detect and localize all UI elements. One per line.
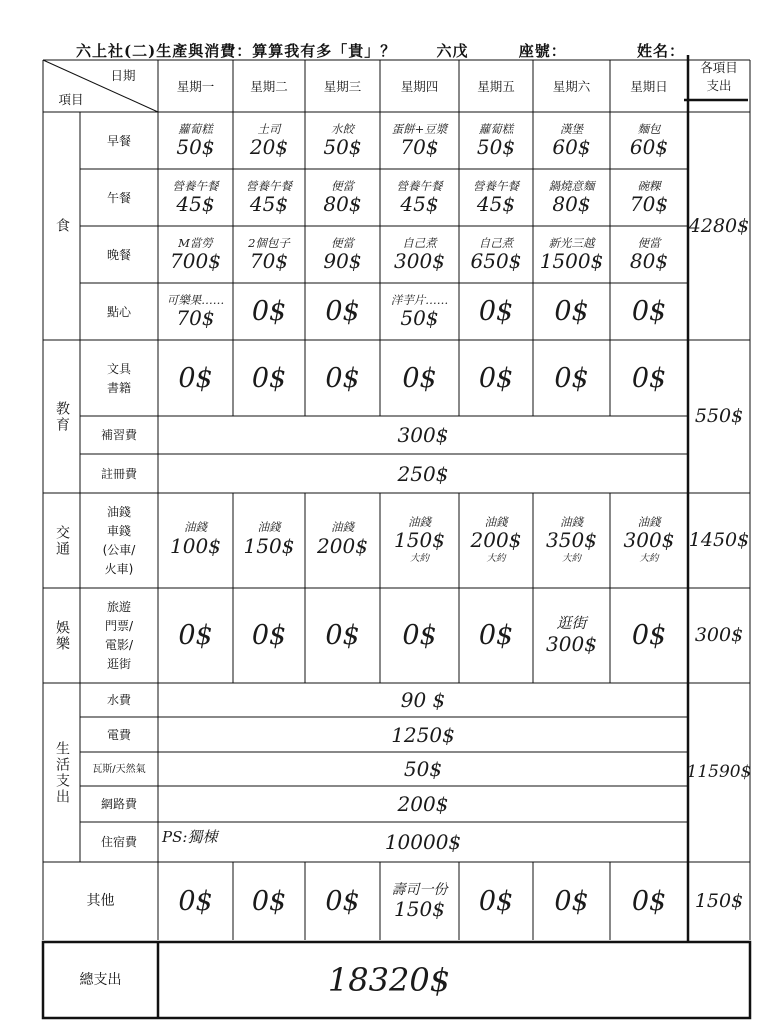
entry-name: 營養午餐 xyxy=(473,178,519,193)
entry-cell xyxy=(234,863,304,940)
total-living xyxy=(686,684,752,862)
entry-amount: 0$ xyxy=(178,362,213,394)
entry-name: 自己煮 xyxy=(478,235,514,250)
gas-value xyxy=(159,753,687,786)
entry-cell xyxy=(159,589,232,682)
entry-cell xyxy=(460,113,532,169)
entry-name: 便當 xyxy=(331,235,354,250)
entry-name: 水餃 xyxy=(331,121,354,136)
title-name: 姓名： xyxy=(636,42,685,60)
title-seat: 座號： xyxy=(518,42,567,60)
entry-cell xyxy=(460,170,532,226)
row-label-entertainment: 旅遊 門票/ 電影/ 逛街 xyxy=(104,599,134,671)
entry-cell xyxy=(534,113,609,169)
entry-amount: 0$ xyxy=(478,362,514,394)
row-label-housing: 住宿費 xyxy=(100,835,137,849)
entry-amount: 70$ xyxy=(400,135,439,160)
entry-amount: 100$ xyxy=(170,533,221,558)
entry-cell xyxy=(306,589,379,682)
entry-cell xyxy=(381,589,458,682)
entry-amount: 150$ xyxy=(243,533,295,558)
total-value: 18320$ xyxy=(327,960,451,999)
entry-amount: 50$ xyxy=(176,135,215,160)
entry-cell xyxy=(611,113,687,169)
entry-amount: 50$ xyxy=(476,135,516,160)
entry-name: 麵包 xyxy=(637,121,661,136)
entry-amount: 50$ xyxy=(400,306,439,331)
entry-amount: 200$ xyxy=(397,792,449,816)
total-value: 550$ xyxy=(694,405,744,428)
row-label-lunch: 午餐 xyxy=(106,190,131,205)
entry-cell xyxy=(534,170,609,226)
entry-amount: 300$ xyxy=(623,528,675,553)
entry-name: 營養午餐 xyxy=(396,178,443,193)
entry-amount: 0$ xyxy=(325,885,360,917)
entry-name: 壽司一份 xyxy=(391,881,448,898)
entry-name: 營養午餐 xyxy=(246,178,292,193)
entry-amount: 45$ xyxy=(249,192,289,217)
entry-name: 碗粿 xyxy=(637,178,661,193)
row-label-registration: 註冊費 xyxy=(100,466,137,481)
entry-cell xyxy=(306,113,379,169)
entry-cell xyxy=(534,494,609,587)
total-other xyxy=(690,863,748,940)
entry-amount: 0$ xyxy=(402,619,437,651)
entry-cell xyxy=(611,341,687,416)
header-total-col: 各項目 支出 xyxy=(700,60,738,93)
entry-name: 便當 xyxy=(331,178,354,193)
entry-amount: 0$ xyxy=(554,296,589,328)
row-label-books: 文具 書籍 xyxy=(106,361,131,395)
entry-amount: 90$ xyxy=(323,249,362,274)
entry-amount: 80$ xyxy=(629,249,669,274)
entry-cell xyxy=(381,341,458,416)
entry-cell xyxy=(534,341,609,416)
entry-amount: 300$ xyxy=(546,631,597,656)
row-label-breakfast: 早餐 xyxy=(106,133,131,148)
total-value: 4280$ xyxy=(688,214,750,237)
entry-amount: 0$ xyxy=(178,885,213,917)
entry-amount: 0$ xyxy=(251,619,287,651)
entry-amount: 70$ xyxy=(176,306,215,331)
entry-name: 油錢 xyxy=(331,520,354,535)
total-food xyxy=(690,113,748,340)
entry-cell xyxy=(460,863,532,940)
entry-amount: 0$ xyxy=(554,885,589,917)
entry-cell xyxy=(306,170,379,226)
entry-amount: 1500$ xyxy=(539,249,604,274)
category-entertainment: 娛樂 xyxy=(54,619,70,652)
entry-name: 油錢 xyxy=(560,514,583,529)
entry-name: 2個包子 xyxy=(248,235,290,250)
entry-name: 新光三越 xyxy=(548,235,595,250)
entry-cell xyxy=(381,863,458,940)
category-education: 教育 xyxy=(54,400,70,433)
entry-cell xyxy=(159,494,232,587)
entry-name: 油錢 xyxy=(408,514,431,529)
entry-amount: 300$ xyxy=(394,249,445,274)
entry-cell xyxy=(159,341,232,416)
entry-cell xyxy=(234,341,304,416)
entry-cell xyxy=(159,863,232,940)
header-day-3: 星期三 xyxy=(323,78,362,94)
grand-total-value xyxy=(160,943,748,1017)
entry-note: 大約 xyxy=(409,553,429,565)
entry-name: 鍋燒意麵 xyxy=(548,178,595,193)
entry-amount: 70$ xyxy=(249,249,289,274)
entry-amount: 300$ xyxy=(397,423,449,447)
entry-note: PS:獨棟 xyxy=(162,828,218,847)
row-label-snack: 點心 xyxy=(106,304,131,319)
entry-cell xyxy=(234,170,304,226)
row-label-transport: 油錢 車錢 (公車/ 火車) xyxy=(102,504,136,576)
entry-cell xyxy=(611,494,687,587)
total-value: 150$ xyxy=(694,889,744,912)
total-entertainment xyxy=(690,589,748,683)
electricity-value xyxy=(159,718,687,752)
entry-amount: 0$ xyxy=(554,362,589,394)
entry-amount: 0$ xyxy=(325,296,360,328)
entry-cell xyxy=(159,170,232,226)
header-day-7: 星期日 xyxy=(630,78,668,94)
entry-amount: 650$ xyxy=(470,249,522,274)
entry-amount: 0$ xyxy=(325,619,360,651)
header-day-5: 星期五 xyxy=(477,78,515,94)
entry-amount: 0$ xyxy=(402,362,437,394)
category-living: 生活支出 xyxy=(54,740,70,805)
entry-cell xyxy=(611,170,687,226)
entry-amount: 45$ xyxy=(176,192,215,217)
entry-amount: 0$ xyxy=(631,296,667,328)
entry-name: 營養午餐 xyxy=(172,178,219,193)
entry-name: 油錢 xyxy=(257,520,281,535)
total-value: 300$ xyxy=(694,624,744,647)
entry-amount: 250$ xyxy=(397,461,449,486)
entry-amount: 0$ xyxy=(251,296,287,328)
water-value xyxy=(159,684,687,717)
entry-cell xyxy=(234,113,304,169)
entry-cell xyxy=(460,227,532,283)
entry-cell xyxy=(460,341,532,416)
entry-amount: 0$ xyxy=(631,885,667,917)
entry-cell xyxy=(381,494,458,587)
entry-cell xyxy=(460,284,532,340)
entry-amount: 0$ xyxy=(631,619,667,651)
entry-amount: 45$ xyxy=(476,192,516,217)
housing-note xyxy=(162,823,272,853)
entry-amount: 50$ xyxy=(403,757,443,781)
entry-name: 油錢 xyxy=(484,514,508,529)
row-label-gas: 瓦斯/天然氣 xyxy=(92,764,146,775)
entry-note: 大約 xyxy=(639,553,659,565)
header-item-label: 項目 xyxy=(58,91,84,107)
entry-cell xyxy=(306,341,379,416)
row-label-water: 水費 xyxy=(106,693,131,707)
entry-amount: 200$ xyxy=(470,528,522,553)
total-education xyxy=(690,341,748,493)
entry-cell xyxy=(611,284,687,340)
entry-cell xyxy=(306,863,379,940)
entry-amount: 1250$ xyxy=(391,722,455,747)
entry-cell xyxy=(534,589,609,682)
entry-cell xyxy=(306,494,379,587)
row-label-dinner: 晚餐 xyxy=(106,247,131,262)
entry-cell xyxy=(381,227,458,283)
header-day-1: 星期一 xyxy=(176,78,215,94)
entry-amount: 60$ xyxy=(552,135,591,160)
entry-name: 便當 xyxy=(637,235,661,250)
entry-amount: 700$ xyxy=(170,249,221,274)
row-label-internet: 網路費 xyxy=(100,797,137,811)
category-food: 食 xyxy=(54,218,70,234)
entry-cell xyxy=(381,284,458,340)
entry-cell xyxy=(460,494,532,587)
entry-name: 油錢 xyxy=(184,520,207,535)
entry-amount: 50$ xyxy=(323,135,362,160)
entry-cell xyxy=(159,284,232,340)
entry-name: 蛋餅+豆漿 xyxy=(391,121,448,136)
entry-amount: 0$ xyxy=(478,619,514,651)
entry-name: 漢堡 xyxy=(560,121,583,136)
entry-note: 大約 xyxy=(486,553,506,565)
title-main: 六上社(二)生產與消費：算算我有多「貴」？ xyxy=(76,42,397,60)
entry-name: 可樂果…… xyxy=(166,292,225,307)
entry-cell xyxy=(534,863,609,940)
entry-cell xyxy=(381,170,458,226)
header-day-2: 星期二 xyxy=(250,78,288,94)
entry-cell xyxy=(534,284,609,340)
entry-cell xyxy=(381,113,458,169)
total-transport xyxy=(690,494,748,588)
entry-cell xyxy=(460,589,532,682)
entry-amount: 60$ xyxy=(629,135,669,160)
row-label-electricity: 電費 xyxy=(106,727,131,742)
entry-cell xyxy=(611,227,687,283)
entry-amount: 80$ xyxy=(552,192,591,217)
entry-cell xyxy=(306,284,379,340)
entry-cell xyxy=(234,589,304,682)
entry-name: 逛街 xyxy=(556,614,587,633)
total-value: 1450$ xyxy=(688,529,750,552)
entry-amount: 350$ xyxy=(546,528,597,553)
entry-amount: 200$ xyxy=(317,533,368,558)
entry-amount: 90 $ xyxy=(400,688,446,712)
entry-amount: 70$ xyxy=(629,192,669,217)
entry-cell xyxy=(534,227,609,283)
category-other: 其他 xyxy=(86,892,115,909)
entry-cell xyxy=(234,284,304,340)
entry-name: 土司 xyxy=(257,121,281,136)
entry-amount: 0$ xyxy=(478,296,514,328)
entry-amount: 0$ xyxy=(251,362,287,394)
entry-name: 洋芋片…… xyxy=(390,292,449,307)
header-day-6: 星期六 xyxy=(552,78,591,94)
header-day-4: 星期四 xyxy=(400,78,439,94)
entry-amount: 0$ xyxy=(251,885,287,917)
entry-name: 蘿蔔糕 xyxy=(478,121,514,136)
tutoring-value xyxy=(159,417,687,454)
entry-cell xyxy=(611,589,687,682)
entry-name: 油錢 xyxy=(637,514,661,529)
entry-name: M當勞 xyxy=(178,235,213,250)
row-label-tutoring: 補習費 xyxy=(100,428,137,442)
entry-amount: 0$ xyxy=(325,362,360,394)
entry-name: 蘿蔔糕 xyxy=(178,121,213,136)
entry-amount: 45$ xyxy=(400,192,439,217)
entry-cell xyxy=(234,494,304,587)
registration-value xyxy=(159,455,687,493)
entry-amount: 10000$ xyxy=(384,830,462,854)
entry-amount: 0$ xyxy=(178,619,213,651)
header-day-label: 日期 xyxy=(110,67,136,83)
internet-value xyxy=(159,787,687,822)
total-value: 11590$ xyxy=(686,762,752,783)
entry-name: 自己煮 xyxy=(402,235,437,250)
category-grand-total: 總支出 xyxy=(79,971,122,988)
entry-amount: 80$ xyxy=(323,192,362,217)
category-transport: 交通 xyxy=(54,524,70,557)
entry-amount: 0$ xyxy=(631,362,667,394)
entry-amount: 150$ xyxy=(394,528,445,553)
title-class: 六戊 xyxy=(436,42,469,60)
entry-cell xyxy=(611,863,687,940)
entry-amount: 0$ xyxy=(478,885,514,917)
entry-note: 大約 xyxy=(561,553,581,565)
entry-cell xyxy=(159,113,232,169)
entry-amount: 20$ xyxy=(249,135,289,160)
entry-amount: 150$ xyxy=(394,897,445,922)
entry-cell xyxy=(159,227,232,283)
entry-cell xyxy=(234,227,304,283)
entry-cell xyxy=(306,227,379,283)
